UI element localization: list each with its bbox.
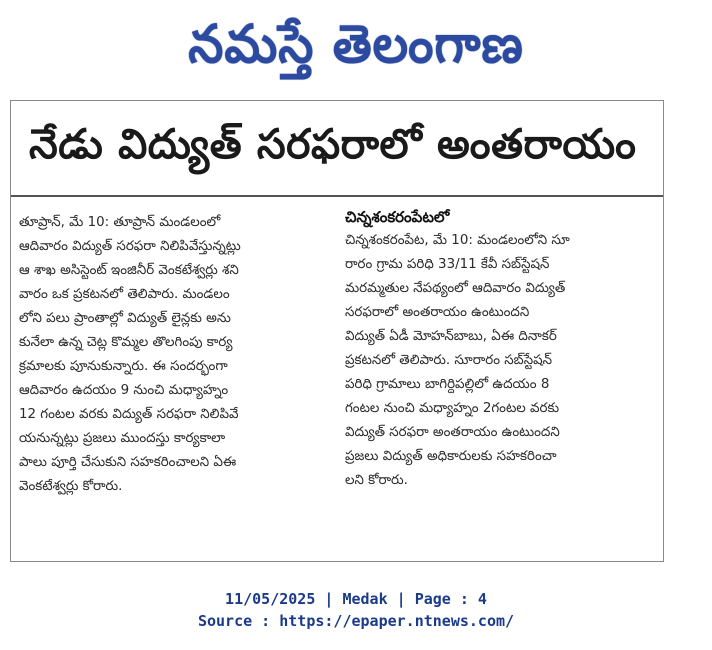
article-text-line: గంటల నుంచి మధ్యాహ్నం 2గంటల వరకు xyxy=(345,401,560,416)
article-clipping xyxy=(10,100,664,562)
article-text-line: వారం ఒక ప్రకటనలో తెలిపారు. మండలం xyxy=(19,287,230,302)
article-subheading: చిన్నశంకరంపేటలో xyxy=(345,208,450,226)
article-text-line: యనున్నట్లు ప్రజలు ముందస్తు కార్యకాలా xyxy=(19,431,226,446)
article-text-line: పరిధి గ్రామాలు బాగిర్దిపల్లిలో ఉదయం 8 xyxy=(345,377,550,392)
article-text-line: క్రమాలకు పూనుకున్నారు. ఈ సందర్భంగా xyxy=(19,359,228,374)
article-text-line: లోని పలు ప్రాంతాల్లో విద్యుత్ లైన్లకు అను xyxy=(19,311,231,326)
article-headline: నేడు విద్యుత్ సరఫరాలో అంతరాయం xyxy=(29,120,637,168)
footer-source: Source : https://epaper.ntnews.com/ xyxy=(197,612,515,630)
article-text-line: లని కోరారు. xyxy=(345,473,408,488)
article-text-line: విద్యుత్ ఏడీ మోహన్‌బాబు, ఏఈ దినాకర్ xyxy=(345,329,557,344)
article-text-line: పాలు పూర్తి చేసుకుని సహకరించాలని ఏఈ xyxy=(19,455,237,470)
headline-divider xyxy=(11,195,663,197)
article-text-line: ప్రకటనలో తెలిపారు. సూరారం సబ్‌స్టేషన్ xyxy=(345,353,553,368)
article-left-column xyxy=(19,211,324,499)
masthead-title: నమస్తే తెలంగాణ xyxy=(188,13,524,75)
article-text-line: చిన్నశంకరంపేట, మే 10: మండలంలోని సూ xyxy=(345,233,570,248)
footer-date-edition: 11/05/2025 | Medak | Page : 4 xyxy=(225,590,487,608)
article-text-line: విద్యుత్ సరఫరా అంతరాయం ఉంటుందని xyxy=(345,425,560,440)
article-text-line: మరమ్మతుల నేపథ్యంలో ఆదివారం విద్యుత్ xyxy=(345,281,566,296)
article-right-column xyxy=(345,205,650,493)
article-text-line: సరఫరాలో అంతరాయం ఉంటుందని xyxy=(345,305,530,320)
article-text-line: ఆ శాఖ అసిస్టెంట్ ఇంజినీర్ వెంకటేశ్వర్లు శని xyxy=(19,263,239,278)
article-text-line: తూప్రాన్, మే 10: తూప్రాన్ మండలంలో xyxy=(19,215,221,230)
article-text-line: వెంకటేశ్వర్లు కోరారు. xyxy=(19,479,123,494)
article-text-line: 12 గంటల వరకు విద్యుత్ సరఫరా నిలిపివే xyxy=(19,407,239,422)
article-text-line: ఆదివారం ఉదయం 9 నుంచి మధ్యాహ్నం xyxy=(19,383,229,398)
article-text-line: కునేలా ఉన్న చెట్ల కొమ్మల తొలగింపు కార్య xyxy=(19,335,233,350)
article-text-line: ప్రజలు విద్యుత్ అధికారులకు సహకరించా xyxy=(345,449,557,464)
article-text-line: ఆదివారం విద్యుత్ సరఫరా నిలిపివేస్తున్నట్లు xyxy=(19,239,241,254)
newspaper-masthead xyxy=(0,0,712,88)
article-text-line: రారం గ్రామ పరిధి 33/11 కేవీ సబ్‌స్టేషన్ xyxy=(345,257,550,272)
